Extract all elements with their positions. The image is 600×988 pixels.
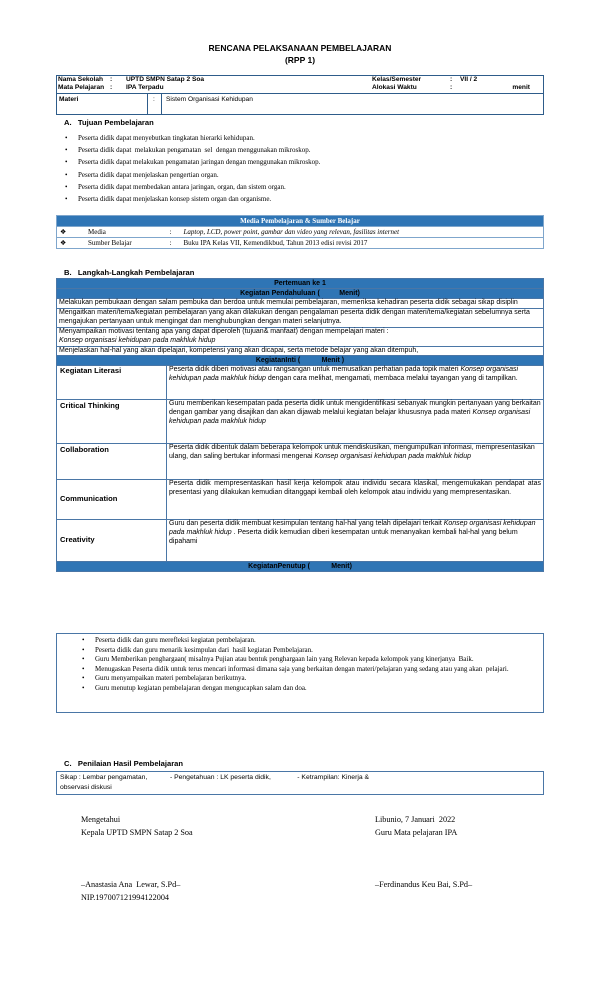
core-text-critical: Guru memberikan kesempatan pada peserta didik untuk mengidentifikasi sebanyak mungkin pertanyaan yang berkaitan dengan gambar yang disajikan dan akan dijawab melalui kegiatan belajar khususnya pada materi Konsep organisasi kehidupan pada makhluk hidup — [167, 400, 544, 444]
meeting-header: Pertemuan ke 1 — [57, 279, 544, 289]
class-value: VII / 2 — [460, 76, 478, 83]
sign-left-nip: NIP.197007121994122004 — [81, 893, 170, 902]
list-item: • Guru Memberikan penghargaan( misalnya Pujian atau bentuk penghargaan lain yang Relevan kepada kelompok yang kinerjanya Baik. — [77, 655, 527, 665]
list-item: • Guru menyampaikan materi pembelajaran berikutnya. — [77, 674, 527, 684]
core-label-creativity: Creativity — [57, 520, 167, 562]
class-label: Kelas/Semester — [372, 76, 422, 83]
assessment-line: observasi diskusi — [60, 784, 112, 791]
intro-row: Mengaitkan materi/tema/kegiatan pembelajaran yang akan dilakukan dengan pengalaman peserta didik dengan materi/tema/kegiatan sebelumnya serta mengajukan pertanyaan untuk mengingat dan menghubungkan dengan materi selanjutnya. — [57, 308, 544, 327]
diamond-icon: ❖ — [60, 239, 67, 247]
sign-left-line1: Mengetahui — [81, 815, 121, 824]
media-row-value: Buku IPA Kelas VII, Kemendikbud, Tahun 2013 edisi revisi 2017 — [181, 238, 544, 249]
list-item: • Peserta didik dan guru menarik kesimpulan dari hasil kegiatan Pembelajaran. — [77, 646, 527, 656]
intro-row: Melakukan pembukaan dengan salam pembuka dan berdoa untuk memulai pembelajaran, memeriksa kehadiran peserta didik sebagai sikap disiplin — [57, 299, 544, 309]
assessment-box — [56, 771, 544, 795]
sign-right-line1: Libunio, 7 Januari 2022 — [375, 815, 456, 824]
sign-right-line2: Guru Mata pelajaran IPA — [375, 828, 458, 837]
material-value: Sistem Organisasi Kehidupan — [166, 96, 253, 103]
list-item: • Peserta didik dapat menjelaskan pengertian organ. — [60, 169, 540, 181]
objectives-list — [60, 132, 540, 205]
colon: : — [450, 76, 453, 83]
core-header: KegiatanInti ( Menit ) — [57, 356, 544, 366]
school-label: Nama Sekolah — [58, 76, 104, 83]
list-item: • Peserta didik dapat menjelaskan konsep sistem organ dan organisme. — [60, 193, 540, 205]
sign-right-name: –Ferdinandus Keu Bai, S.Pd– — [375, 880, 473, 889]
school-value: UPTD SMPN Satap 2 Soa — [126, 76, 205, 83]
media-row-value: Laptop, LCD, power point, gambar dan video yang relevan, fasilitas internet — [183, 228, 400, 236]
intro-header: Kegiatan Pendahuluan ( Menit) — [57, 289, 544, 299]
section-b-heading: B. Langkah-Langkah Pembelajaran — [64, 268, 195, 277]
time-label: Alokasi Waktu — [372, 84, 417, 91]
media-row-label: ❖ Sumber Belajar — [57, 238, 167, 249]
material-box — [56, 93, 544, 115]
colon: : — [167, 227, 181, 238]
colon: : — [110, 76, 113, 83]
section-a-heading: A. Tujuan Pembelajaran — [64, 118, 154, 127]
page-title: RENCANA PELAKSANAAN PEMBELAJARAN — [208, 43, 392, 53]
list-item: • Peserta didik dapat membedakan antara jaringan, organ, dan sistem organ. — [60, 181, 540, 193]
core-text-literasi: Peserta didik diberi motivasi atau rangsangan untuk memusatkan perhatian pada topik materi Konsep organisasi kehidupan pada makhluk hidup dengan cara melihat, mengamati, membaca melalui tayangan yang di tampilkan. — [167, 366, 544, 400]
colon: : — [450, 84, 453, 91]
closing-box — [56, 633, 544, 713]
page-subtitle: (RPP 1) — [284, 55, 316, 65]
media-table — [56, 215, 544, 249]
list-item: • Guru menutup kegiatan pembelajaran dengan mengucapkan salam dan doa. — [77, 684, 527, 694]
divider — [147, 94, 148, 115]
list-item: • Peserta didik dapat melakukan pengamatan jaringan dengan menggunakan mikroskop. — [60, 156, 540, 168]
media-header: Media Pembelajaran & Sumber Belajar — [57, 216, 544, 227]
media-row-label: ❖ Media — [57, 227, 167, 238]
section-c-heading: C. Penilaian Hasil Pembelajaran — [64, 759, 184, 768]
list-item: • Peserta didik dan guru merefleksi kegiatan pembelajaran. — [77, 636, 527, 646]
colon: : — [110, 84, 113, 91]
intro-row: Menjelaskan hal-hal yang akan dipelajari, kompetensi yang akan dicapai, serta metode belajar yang akan ditempuh, — [57, 346, 544, 356]
material-label: Materi — [59, 96, 79, 103]
core-text-creativity: Guru dan peserta didik membuat kesimpulan tentang hal-hal yang telah dipelajari terkait Konsep organisasi kehidupan pada makhluk hidup . Peserta didik kemudian diberi kesempatan untuk menanyakan kembali hal-hal yang belum dipahami — [167, 520, 544, 562]
core-text-collaboration: Peserta didik dibentuk dalam beberapa kelompok untuk mendiskusikan, mengumpulkan informasi, mempresentasikan ulang, dan saling bertukar informasi mengenai Konsep organisasi kehidupan pada makhluk hidup — [167, 444, 544, 480]
subject-label: Mata Pelajaran — [58, 84, 105, 91]
assessment-line: Sikap : Lembar pengamatan, - Pengetahuan : LK peserta didik, - Ketrampilan: Kinerja & — [60, 774, 370, 781]
identity-box-top — [56, 75, 544, 93]
list-item: • Peserta didik dapat melakukan pengamatan sel dengan menggunakan mikroskop. — [60, 144, 540, 156]
divider — [161, 94, 162, 115]
core-text-communication: Peserta didik mempresentasikan hasil kerja kelompok atau individu secara klasikal, mengemukakan pendapat atas presentasi yang dilakukan kemudian ditanggapi kembali oleh kelompok atau individu yang mempresentasikan. — [167, 480, 544, 520]
intro-row: Menyampaikan motivasi tentang apa yang dapat diperoleh (tujuan& manfaat) dengan mempelajari materi : Konsep organisasi kehidupan pada makhluk hidup — [57, 327, 544, 346]
closing-list — [57, 634, 543, 694]
closing-header: KegiatanPenutup ( Menit) — [57, 562, 544, 572]
core-label-critical: Critical Thinking — [57, 400, 167, 444]
core-label-communication: Communication — [57, 480, 167, 520]
list-item: • Menugaskan Peserta didik untuk terus mencari informasi dimana saja yang berkaitan dengan materi/pelajaran yang sedang atau yang akan pelajari. — [77, 665, 527, 675]
steps-table — [56, 278, 544, 572]
list-item: • Peserta didik dapat menyebutkan tingkatan hierarki kehidupan. — [60, 132, 540, 144]
diamond-icon: ❖ — [60, 228, 67, 236]
time-value: menit — [512, 84, 530, 91]
colon: : — [167, 238, 181, 249]
subject-value: IPA Terpadu — [126, 84, 164, 91]
core-label-collaboration: Collaboration — [57, 444, 167, 480]
sign-left-name: –Anastasia Ana Lewar, S.Pd– — [81, 880, 181, 889]
sign-left-line2: Kepala UPTD SMPN Satap 2 Soa — [81, 828, 193, 837]
core-label-literasi: Kegiatan Literasi — [57, 366, 167, 400]
colon: : — [153, 96, 155, 103]
